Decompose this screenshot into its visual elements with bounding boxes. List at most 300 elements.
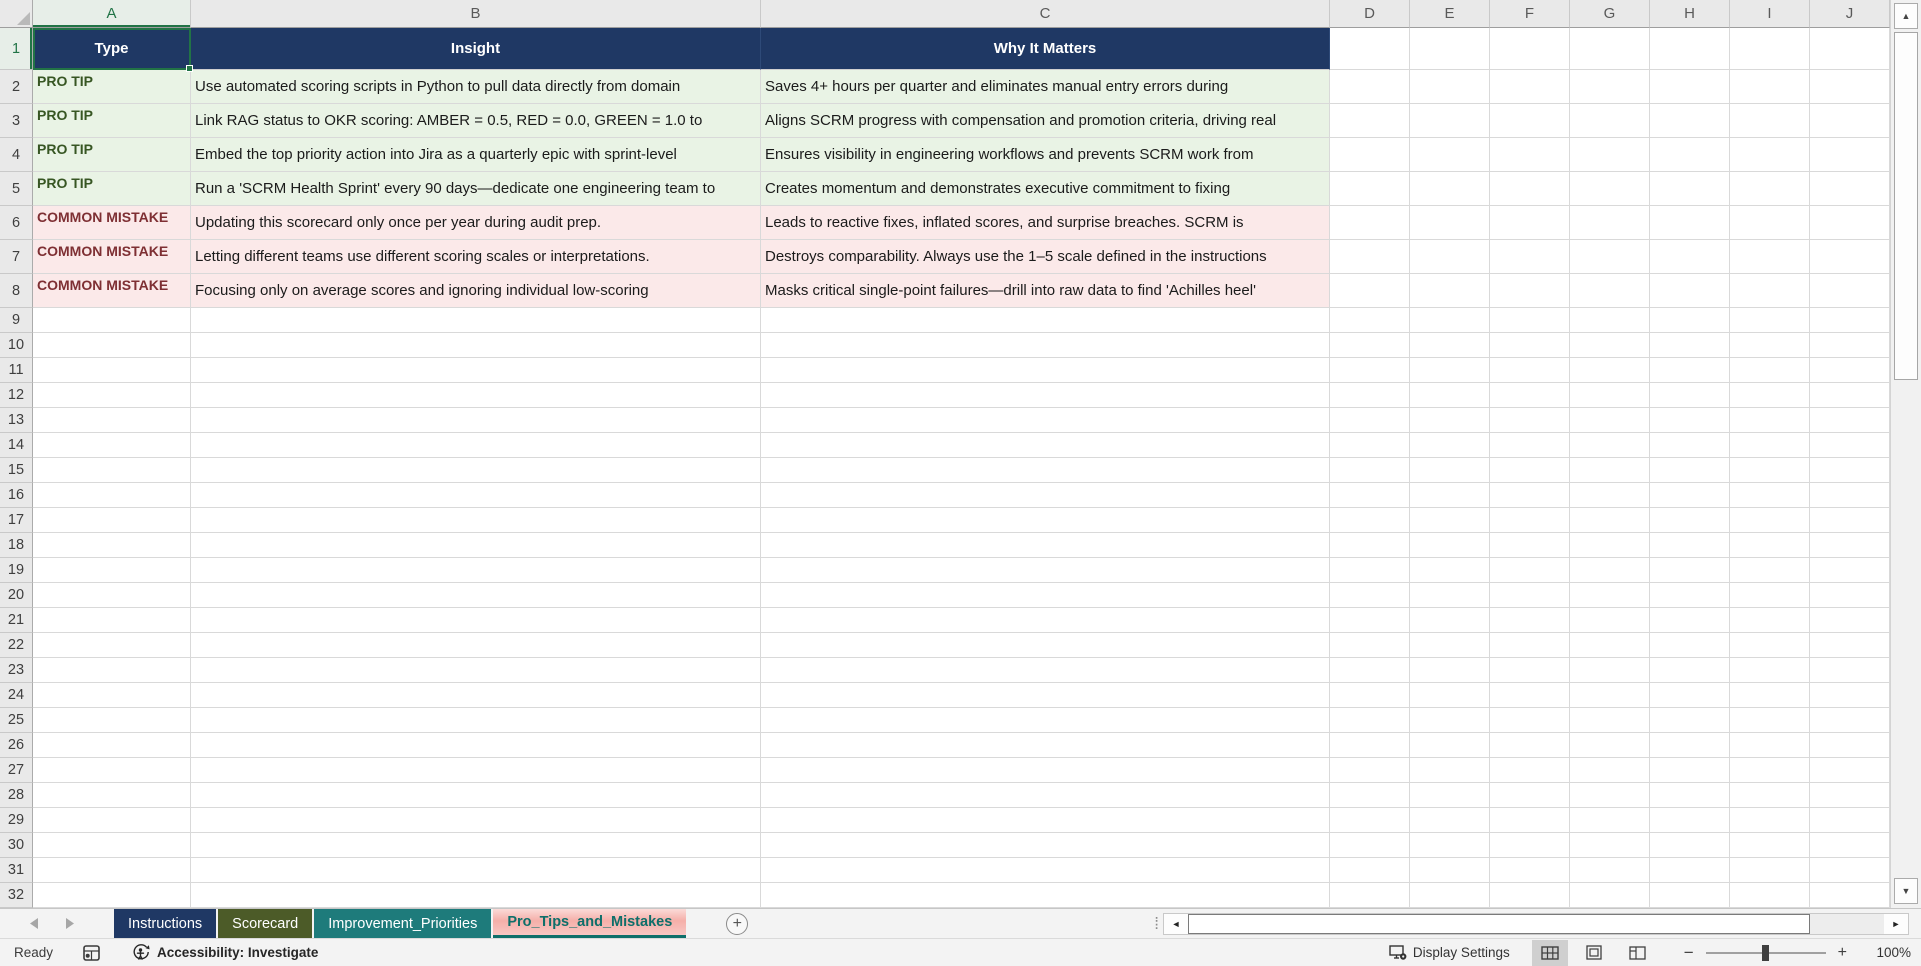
cell-D21[interactable] — [1330, 608, 1410, 633]
cell-E18[interactable] — [1410, 533, 1490, 558]
cell-H6[interactable] — [1650, 206, 1730, 240]
cell-G11[interactable] — [1570, 358, 1650, 383]
cell-J19[interactable] — [1810, 558, 1890, 583]
cell-I24[interactable] — [1730, 683, 1810, 708]
cell-I1[interactable] — [1730, 28, 1810, 70]
cell-A26[interactable] — [33, 733, 191, 758]
cell-F25[interactable] — [1490, 708, 1570, 733]
cell-G28[interactable] — [1570, 783, 1650, 808]
cell-G5[interactable] — [1570, 172, 1650, 206]
cell-C29[interactable] — [761, 808, 1330, 833]
cell-F32[interactable] — [1490, 883, 1570, 908]
cell-A2[interactable]: PRO TIP — [33, 70, 191, 104]
cell-J32[interactable] — [1810, 883, 1890, 908]
cell-G15[interactable] — [1570, 458, 1650, 483]
cell-G3[interactable] — [1570, 104, 1650, 138]
cell-C21[interactable] — [761, 608, 1330, 633]
cell-E30[interactable] — [1410, 833, 1490, 858]
cell-C17[interactable] — [761, 508, 1330, 533]
cell-E7[interactable] — [1410, 240, 1490, 274]
cell-J14[interactable] — [1810, 433, 1890, 458]
cell-F26[interactable] — [1490, 733, 1570, 758]
cell-H18[interactable] — [1650, 533, 1730, 558]
cell-B32[interactable] — [191, 883, 761, 908]
cell-B8[interactable]: Focusing only on average scores and ignoring individual low-scoring — [191, 274, 761, 308]
cell-J7[interactable] — [1810, 240, 1890, 274]
cell-F29[interactable] — [1490, 808, 1570, 833]
cell-J9[interactable] — [1810, 308, 1890, 333]
cell-A19[interactable] — [33, 558, 191, 583]
cell-H2[interactable] — [1650, 70, 1730, 104]
cell-I30[interactable] — [1730, 833, 1810, 858]
cell-F5[interactable] — [1490, 172, 1570, 206]
cell-I22[interactable] — [1730, 633, 1810, 658]
column-header-J[interactable]: J — [1810, 0, 1890, 28]
cell-E2[interactable] — [1410, 70, 1490, 104]
cell-D27[interactable] — [1330, 758, 1410, 783]
add-sheet-button[interactable] — [726, 913, 748, 935]
scroll-right-button[interactable] — [1884, 914, 1908, 934]
cell-D24[interactable] — [1330, 683, 1410, 708]
row-header-25[interactable]: 25 — [0, 708, 33, 733]
cell-E11[interactable] — [1410, 358, 1490, 383]
cell-C3[interactable]: Aligns SCRM progress with compensation and promotion criteria, driving real — [761, 104, 1330, 138]
cell-I27[interactable] — [1730, 758, 1810, 783]
cell-A13[interactable] — [33, 408, 191, 433]
cell-B12[interactable] — [191, 383, 761, 408]
row-header-6[interactable]: 6 — [0, 206, 33, 240]
cell-H12[interactable] — [1650, 383, 1730, 408]
cell-C5[interactable]: Creates momentum and demonstrates executive commitment to fixing — [761, 172, 1330, 206]
cell-D16[interactable] — [1330, 483, 1410, 508]
cell-C20[interactable] — [761, 583, 1330, 608]
cell-B3[interactable]: Link RAG status to OKR scoring: AMBER = 0.5, RED = 0.0, GREEN = 1.0 to — [191, 104, 761, 138]
cell-F30[interactable] — [1490, 833, 1570, 858]
cell-C4[interactable]: Ensures visibility in engineering workflows and prevents SCRM work from — [761, 138, 1330, 172]
cell-B30[interactable] — [191, 833, 761, 858]
cell-C7[interactable]: Destroys comparability. Always use the 1–5 scale defined in the instructions — [761, 240, 1330, 274]
cell-H5[interactable] — [1650, 172, 1730, 206]
cell-J16[interactable] — [1810, 483, 1890, 508]
cell-G25[interactable] — [1570, 708, 1650, 733]
cell-H13[interactable] — [1650, 408, 1730, 433]
cell-G2[interactable] — [1570, 70, 1650, 104]
tab-nav-right-icon[interactable] — [65, 918, 74, 929]
cell-H3[interactable] — [1650, 104, 1730, 138]
cell-D5[interactable] — [1330, 172, 1410, 206]
cell-G31[interactable] — [1570, 858, 1650, 883]
cell-C22[interactable] — [761, 633, 1330, 658]
cell-J24[interactable] — [1810, 683, 1890, 708]
cell-A22[interactable] — [33, 633, 191, 658]
row-header-12[interactable]: 12 — [0, 383, 33, 408]
cell-D7[interactable] — [1330, 240, 1410, 274]
cell-D3[interactable] — [1330, 104, 1410, 138]
cell-I13[interactable] — [1730, 408, 1810, 433]
cell-J10[interactable] — [1810, 333, 1890, 358]
cell-B11[interactable] — [191, 358, 761, 383]
cell-I12[interactable] — [1730, 383, 1810, 408]
cell-F6[interactable] — [1490, 206, 1570, 240]
cell-E14[interactable] — [1410, 433, 1490, 458]
cell-F9[interactable] — [1490, 308, 1570, 333]
cell-D28[interactable] — [1330, 783, 1410, 808]
cell-E28[interactable] — [1410, 783, 1490, 808]
cell-C2[interactable]: Saves 4+ hours per quarter and eliminates manual entry errors during — [761, 70, 1330, 104]
accessibility-status-button[interactable] — [132, 944, 318, 961]
cell-A6[interactable]: COMMON MISTAKE — [33, 206, 191, 240]
cell-B26[interactable] — [191, 733, 761, 758]
cell-A29[interactable] — [33, 808, 191, 833]
cell-E27[interactable] — [1410, 758, 1490, 783]
cell-E8[interactable] — [1410, 274, 1490, 308]
cell-B29[interactable] — [191, 808, 761, 833]
cell-B18[interactable] — [191, 533, 761, 558]
cell-G12[interactable] — [1570, 383, 1650, 408]
cell-I17[interactable] — [1730, 508, 1810, 533]
cell-D22[interactable] — [1330, 633, 1410, 658]
cell-A25[interactable] — [33, 708, 191, 733]
row-header-32[interactable]: 32 — [0, 883, 33, 908]
cell-I2[interactable] — [1730, 70, 1810, 104]
cell-G27[interactable] — [1570, 758, 1650, 783]
cell-B22[interactable] — [191, 633, 761, 658]
row-header-8[interactable]: 8 — [0, 274, 33, 308]
cell-E9[interactable] — [1410, 308, 1490, 333]
cell-H22[interactable] — [1650, 633, 1730, 658]
sheet-tab-Pro_Tips_and_Mistakes[interactable]: Pro_Tips_and_Mistakes — [493, 909, 686, 938]
cell-C16[interactable] — [761, 483, 1330, 508]
cell-C10[interactable] — [761, 333, 1330, 358]
cell-H21[interactable] — [1650, 608, 1730, 633]
cell-C25[interactable] — [761, 708, 1330, 733]
cell-A32[interactable] — [33, 883, 191, 908]
cell-C11[interactable] — [761, 358, 1330, 383]
page-layout-view-button[interactable] — [1576, 940, 1612, 966]
cell-A30[interactable] — [33, 833, 191, 858]
cell-H32[interactable] — [1650, 883, 1730, 908]
cell-E6[interactable] — [1410, 206, 1490, 240]
cell-E31[interactable] — [1410, 858, 1490, 883]
cell-G24[interactable] — [1570, 683, 1650, 708]
cell-C9[interactable] — [761, 308, 1330, 333]
cell-I21[interactable] — [1730, 608, 1810, 633]
cell-A23[interactable] — [33, 658, 191, 683]
cell-F15[interactable] — [1490, 458, 1570, 483]
cell-D19[interactable] — [1330, 558, 1410, 583]
cell-H16[interactable] — [1650, 483, 1730, 508]
cell-B17[interactable] — [191, 508, 761, 533]
column-header-I[interactable]: I — [1730, 0, 1810, 28]
cell-B16[interactable] — [191, 483, 761, 508]
cell-J1[interactable] — [1810, 28, 1890, 70]
cell-D12[interactable] — [1330, 383, 1410, 408]
sheet-tab-Improvement_Priorities[interactable]: Improvement_Priorities — [314, 909, 491, 938]
cell-C24[interactable] — [761, 683, 1330, 708]
cell-E12[interactable] — [1410, 383, 1490, 408]
cell-B15[interactable] — [191, 458, 761, 483]
cell-D14[interactable] — [1330, 433, 1410, 458]
row-header-21[interactable]: 21 — [0, 608, 33, 633]
cell-H14[interactable] — [1650, 433, 1730, 458]
cell-G17[interactable] — [1570, 508, 1650, 533]
cell-J23[interactable] — [1810, 658, 1890, 683]
cell-H31[interactable] — [1650, 858, 1730, 883]
cell-A14[interactable] — [33, 433, 191, 458]
cell-F1[interactable] — [1490, 28, 1570, 70]
cell-J17[interactable] — [1810, 508, 1890, 533]
cell-F22[interactable] — [1490, 633, 1570, 658]
row-header-20[interactable]: 20 — [0, 583, 33, 608]
row-header-31[interactable]: 31 — [0, 858, 33, 883]
cell-G16[interactable] — [1570, 483, 1650, 508]
cell-J13[interactable] — [1810, 408, 1890, 433]
cell-E20[interactable] — [1410, 583, 1490, 608]
cell-B10[interactable] — [191, 333, 761, 358]
horizontal-scroll-thumb[interactable] — [1188, 914, 1810, 934]
cell-B14[interactable] — [191, 433, 761, 458]
row-header-2[interactable]: 2 — [0, 70, 33, 104]
cell-B28[interactable] — [191, 783, 761, 808]
column-header-F[interactable]: F — [1490, 0, 1570, 28]
scroll-down-button[interactable] — [1894, 878, 1918, 904]
cell-D23[interactable] — [1330, 658, 1410, 683]
cell-A17[interactable] — [33, 508, 191, 533]
cell-D30[interactable] — [1330, 833, 1410, 858]
cell-E1[interactable] — [1410, 28, 1490, 70]
cell-E16[interactable] — [1410, 483, 1490, 508]
cell-C31[interactable] — [761, 858, 1330, 883]
cell-B9[interactable] — [191, 308, 761, 333]
cell-B31[interactable] — [191, 858, 761, 883]
horizontal-scroll-track[interactable] — [1810, 914, 1884, 934]
tab-nav-left-icon[interactable] — [30, 918, 39, 929]
cell-G22[interactable] — [1570, 633, 1650, 658]
cell-H29[interactable] — [1650, 808, 1730, 833]
cell-G10[interactable] — [1570, 333, 1650, 358]
cell-A12[interactable] — [33, 383, 191, 408]
cell-E29[interactable] — [1410, 808, 1490, 833]
cell-H15[interactable] — [1650, 458, 1730, 483]
row-header-16[interactable]: 16 — [0, 483, 33, 508]
cell-J18[interactable] — [1810, 533, 1890, 558]
cell-I20[interactable] — [1730, 583, 1810, 608]
cell-A10[interactable] — [33, 333, 191, 358]
cell-A31[interactable] — [33, 858, 191, 883]
page-break-view-button[interactable] — [1620, 940, 1656, 966]
cell-D13[interactable] — [1330, 408, 1410, 433]
cell-G9[interactable] — [1570, 308, 1650, 333]
cell-G1[interactable] — [1570, 28, 1650, 70]
cell-G26[interactable] — [1570, 733, 1650, 758]
row-header-18[interactable]: 18 — [0, 533, 33, 558]
cell-C27[interactable] — [761, 758, 1330, 783]
column-header-G[interactable]: G — [1570, 0, 1650, 28]
cell-C18[interactable] — [761, 533, 1330, 558]
cell-I31[interactable] — [1730, 858, 1810, 883]
cell-A9[interactable] — [33, 308, 191, 333]
cell-B25[interactable] — [191, 708, 761, 733]
cell-G29[interactable] — [1570, 808, 1650, 833]
scrollbar-resize-grip[interactable]: ⁞ — [1154, 913, 1157, 933]
cell-F19[interactable] — [1490, 558, 1570, 583]
cell-F3[interactable] — [1490, 104, 1570, 138]
cell-D9[interactable] — [1330, 308, 1410, 333]
cell-I14[interactable] — [1730, 433, 1810, 458]
cell-A5[interactable]: PRO TIP — [33, 172, 191, 206]
cell-D4[interactable] — [1330, 138, 1410, 172]
zoom-out-button[interactable]: − — [1683, 942, 1694, 962]
cell-J21[interactable] — [1810, 608, 1890, 633]
row-header-15[interactable]: 15 — [0, 458, 33, 483]
row-header-10[interactable]: 10 — [0, 333, 33, 358]
cell-E15[interactable] — [1410, 458, 1490, 483]
cell-H9[interactable] — [1650, 308, 1730, 333]
cell-I29[interactable] — [1730, 808, 1810, 833]
cell-H23[interactable] — [1650, 658, 1730, 683]
cell-A1[interactable]: Type — [33, 28, 191, 70]
cell-H1[interactable] — [1650, 28, 1730, 70]
cell-B21[interactable] — [191, 608, 761, 633]
cell-A15[interactable] — [33, 458, 191, 483]
cell-B13[interactable] — [191, 408, 761, 433]
cell-H10[interactable] — [1650, 333, 1730, 358]
row-header-17[interactable]: 17 — [0, 508, 33, 533]
cell-F11[interactable] — [1490, 358, 1570, 383]
cell-C30[interactable] — [761, 833, 1330, 858]
cell-E4[interactable] — [1410, 138, 1490, 172]
cell-H26[interactable] — [1650, 733, 1730, 758]
cell-E17[interactable] — [1410, 508, 1490, 533]
cell-B23[interactable] — [191, 658, 761, 683]
vertical-scrollbar[interactable] — [1890, 0, 1921, 908]
cell-F13[interactable] — [1490, 408, 1570, 433]
cell-E24[interactable] — [1410, 683, 1490, 708]
column-header-D[interactable]: D — [1330, 0, 1410, 28]
cell-A16[interactable] — [33, 483, 191, 508]
cell-J3[interactable] — [1810, 104, 1890, 138]
cell-G23[interactable] — [1570, 658, 1650, 683]
cell-B6[interactable]: Updating this scorecard only once per year during audit prep. — [191, 206, 761, 240]
cell-H30[interactable] — [1650, 833, 1730, 858]
cell-J4[interactable] — [1810, 138, 1890, 172]
scroll-up-button[interactable] — [1894, 3, 1918, 29]
cell-I28[interactable] — [1730, 783, 1810, 808]
cell-B2[interactable]: Use automated scoring scripts in Python to pull data directly from domain — [191, 70, 761, 104]
cell-H25[interactable] — [1650, 708, 1730, 733]
cell-D20[interactable] — [1330, 583, 1410, 608]
cell-A24[interactable] — [33, 683, 191, 708]
cell-E19[interactable] — [1410, 558, 1490, 583]
cell-B4[interactable]: Embed the top priority action into Jira as a quarterly epic with sprint-level — [191, 138, 761, 172]
cell-D10[interactable] — [1330, 333, 1410, 358]
scroll-left-button[interactable] — [1164, 914, 1188, 934]
cell-G13[interactable] — [1570, 408, 1650, 433]
cell-I8[interactable] — [1730, 274, 1810, 308]
select-all-button[interactable] — [0, 0, 33, 28]
sheet-tab-Instructions[interactable]: Instructions — [114, 909, 216, 938]
row-header-22[interactable]: 22 — [0, 633, 33, 658]
column-header-C[interactable]: C — [761, 0, 1330, 28]
cell-G6[interactable] — [1570, 206, 1650, 240]
cell-A18[interactable] — [33, 533, 191, 558]
cell-F7[interactable] — [1490, 240, 1570, 274]
cell-I6[interactable] — [1730, 206, 1810, 240]
row-header-19[interactable]: 19 — [0, 558, 33, 583]
cell-F31[interactable] — [1490, 858, 1570, 883]
cell-C8[interactable]: Masks critical single-point failures—drill into raw data to find 'Achilles heel' — [761, 274, 1330, 308]
cell-G14[interactable] — [1570, 433, 1650, 458]
cell-F17[interactable] — [1490, 508, 1570, 533]
cell-H8[interactable] — [1650, 274, 1730, 308]
cell-C14[interactable] — [761, 433, 1330, 458]
cell-A4[interactable]: PRO TIP — [33, 138, 191, 172]
cell-G19[interactable] — [1570, 558, 1650, 583]
cell-G7[interactable] — [1570, 240, 1650, 274]
column-header-A[interactable]: A — [33, 0, 191, 28]
cell-E25[interactable] — [1410, 708, 1490, 733]
cell-J11[interactable] — [1810, 358, 1890, 383]
cell-F20[interactable] — [1490, 583, 1570, 608]
cell-E32[interactable] — [1410, 883, 1490, 908]
cell-C32[interactable] — [761, 883, 1330, 908]
cell-G4[interactable] — [1570, 138, 1650, 172]
row-header-23[interactable]: 23 — [0, 658, 33, 683]
cell-C13[interactable] — [761, 408, 1330, 433]
cell-A11[interactable] — [33, 358, 191, 383]
cell-C28[interactable] — [761, 783, 1330, 808]
cell-C12[interactable] — [761, 383, 1330, 408]
cell-I32[interactable] — [1730, 883, 1810, 908]
cell-D17[interactable] — [1330, 508, 1410, 533]
cell-J27[interactable] — [1810, 758, 1890, 783]
cell-J15[interactable] — [1810, 458, 1890, 483]
cell-E21[interactable] — [1410, 608, 1490, 633]
cell-E22[interactable] — [1410, 633, 1490, 658]
cell-D29[interactable] — [1330, 808, 1410, 833]
macro-record-button[interactable] — [83, 945, 100, 961]
row-header-26[interactable]: 26 — [0, 733, 33, 758]
cell-A3[interactable]: PRO TIP — [33, 104, 191, 138]
cell-H7[interactable] — [1650, 240, 1730, 274]
display-settings-button[interactable] — [1389, 945, 1510, 961]
cell-F24[interactable] — [1490, 683, 1570, 708]
cell-H27[interactable] — [1650, 758, 1730, 783]
cell-J30[interactable] — [1810, 833, 1890, 858]
cell-F10[interactable] — [1490, 333, 1570, 358]
cell-F16[interactable] — [1490, 483, 1570, 508]
cell-D31[interactable] — [1330, 858, 1410, 883]
row-header-9[interactable]: 9 — [0, 308, 33, 333]
vertical-scroll-thumb[interactable] — [1894, 32, 1918, 380]
cell-I25[interactable] — [1730, 708, 1810, 733]
cell-I7[interactable] — [1730, 240, 1810, 274]
cell-A27[interactable] — [33, 758, 191, 783]
cell-J28[interactable] — [1810, 783, 1890, 808]
row-header-29[interactable]: 29 — [0, 808, 33, 833]
cell-G30[interactable] — [1570, 833, 1650, 858]
zoom-slider-handle[interactable] — [1762, 945, 1769, 961]
cell-G8[interactable] — [1570, 274, 1650, 308]
column-header-B[interactable]: B — [191, 0, 761, 28]
cell-I5[interactable] — [1730, 172, 1810, 206]
cell-E13[interactable] — [1410, 408, 1490, 433]
cell-D26[interactable] — [1330, 733, 1410, 758]
cell-J2[interactable] — [1810, 70, 1890, 104]
cell-I9[interactable] — [1730, 308, 1810, 333]
cell-D2[interactable] — [1330, 70, 1410, 104]
cell-I23[interactable] — [1730, 658, 1810, 683]
